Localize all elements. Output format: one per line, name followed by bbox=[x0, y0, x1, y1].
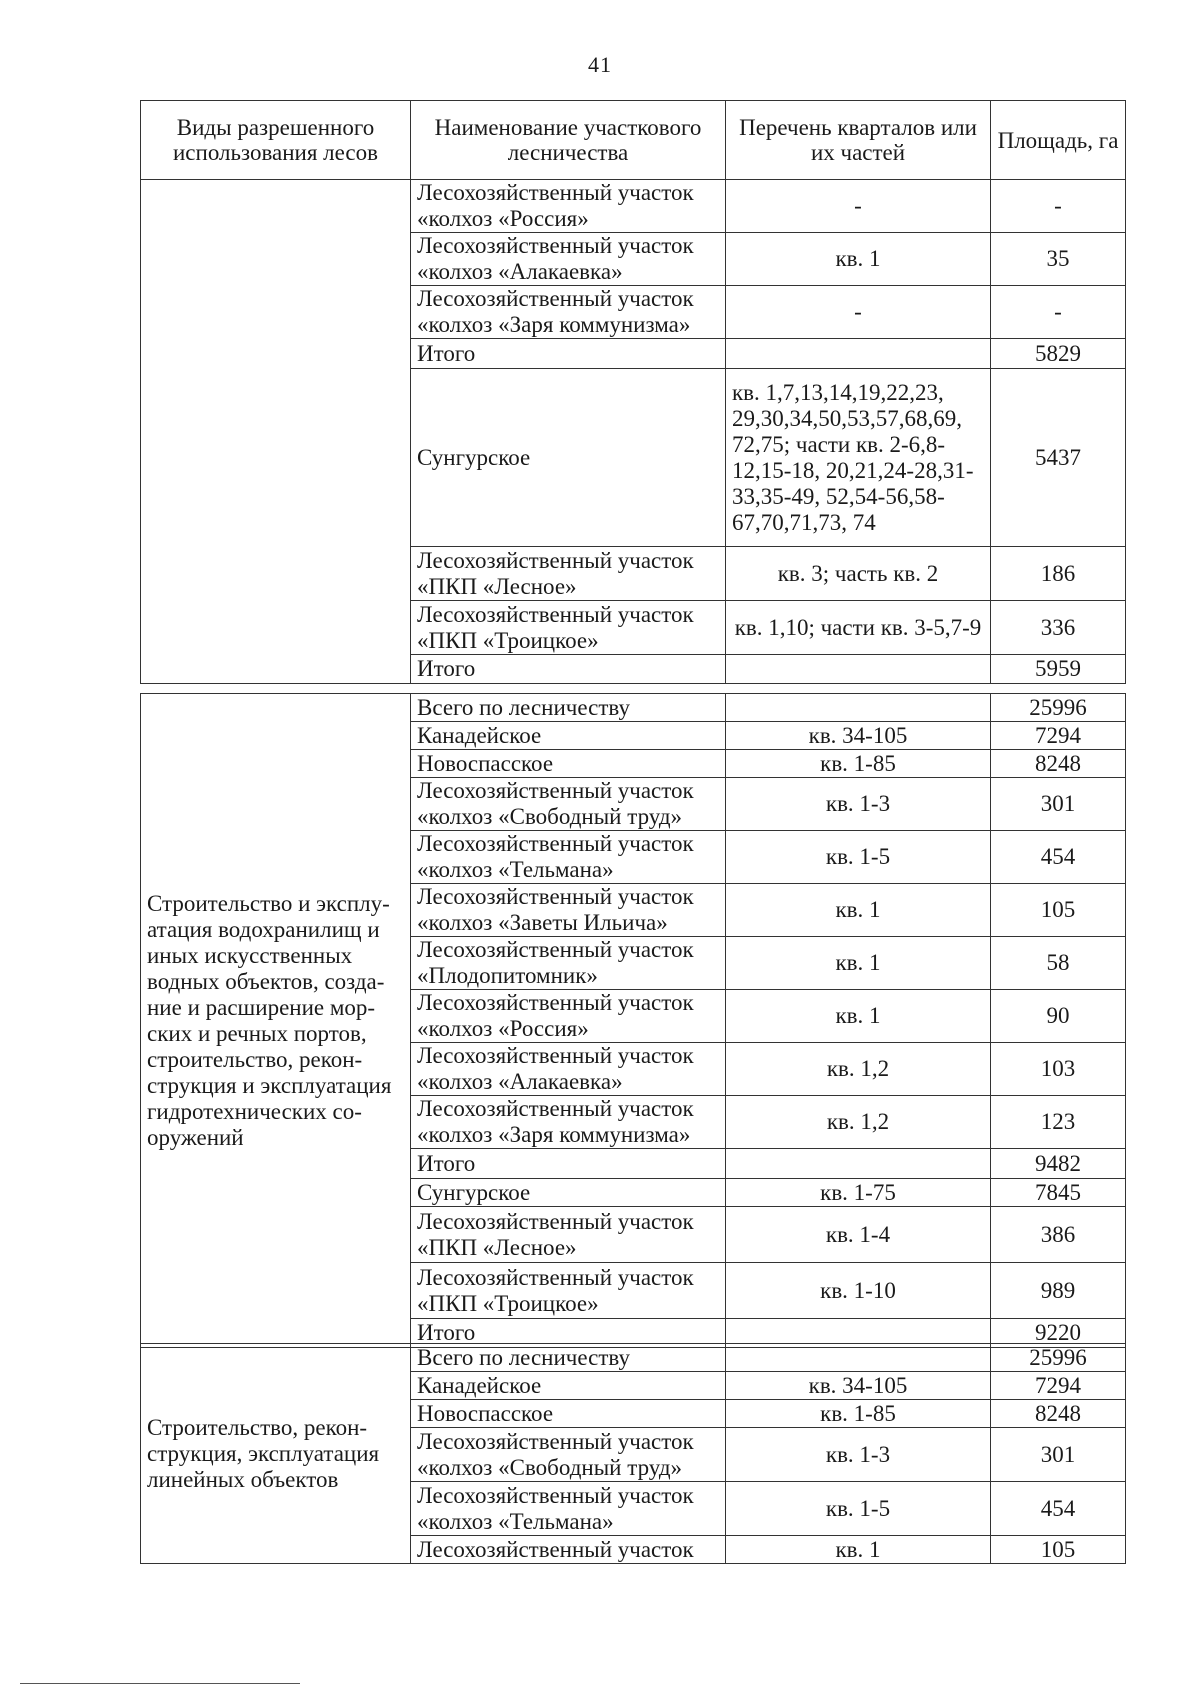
area-cell: 301 bbox=[991, 1428, 1126, 1482]
quarters-cell: кв. 1-85 bbox=[726, 1400, 991, 1428]
name-cell: Канадейское bbox=[411, 1372, 726, 1400]
name-cell: Итого bbox=[411, 1149, 726, 1179]
name-cell: Лесохозяйственный участок «ПКП «Троицкое» bbox=[411, 601, 726, 655]
quarters-cell: кв. 1-3 bbox=[726, 778, 991, 831]
quarters-cell: кв. 1-5 bbox=[726, 1482, 991, 1536]
header-area: Площадь, га bbox=[991, 101, 1126, 180]
area-cell: 186 bbox=[991, 547, 1126, 601]
footnote-rule bbox=[20, 1683, 300, 1684]
table-row bbox=[141, 180, 1126, 233]
name-cell: Новоспасское bbox=[411, 1400, 726, 1428]
use-cell: Строительство и эксплу-атация водохранилищ и иных искусственных водных объектов, созда-ние и расширение мор-ских и речных портов, строительство, рекон-струкция и эксплуатация гидротехнических со-оружений bbox=[141, 694, 411, 1348]
area-cell: 25996 bbox=[991, 1344, 1126, 1372]
quarters-cell: кв. 1,2 bbox=[726, 1096, 991, 1149]
name-cell: Всего по лесничеству bbox=[411, 694, 726, 722]
quarters-cell: кв. 34-105 bbox=[726, 1372, 991, 1400]
use-cell: Строительство, рекон-струкция, эксплуатация линейных объектов bbox=[141, 1344, 411, 1564]
area-cell: 5959 bbox=[991, 655, 1126, 684]
area-cell: 8248 bbox=[991, 1400, 1126, 1428]
name-cell: Итого bbox=[411, 655, 726, 684]
quarters-cell: кв. 1 bbox=[726, 1536, 991, 1564]
use-cell bbox=[141, 180, 411, 684]
quarters-cell bbox=[726, 655, 991, 684]
area-cell: 105 bbox=[991, 1536, 1126, 1564]
quarters-cell: кв. 1 bbox=[726, 937, 991, 990]
name-cell: Лесохозяйственный участок «Плодопитомник» bbox=[411, 937, 726, 990]
table-row bbox=[141, 694, 1126, 722]
area-cell: 454 bbox=[991, 831, 1126, 884]
area-cell: 58 bbox=[991, 937, 1126, 990]
area-cell: 386 bbox=[991, 1207, 1126, 1263]
area-cell: 123 bbox=[991, 1096, 1126, 1149]
name-cell: Итого bbox=[411, 1319, 726, 1348]
forest-use-table-continued bbox=[140, 693, 1126, 1348]
name-cell: Лесохозяйственный участок «колхоз «Алакаевка» bbox=[411, 233, 726, 286]
name-cell: Канадейское bbox=[411, 722, 726, 750]
quarters-cell: кв. 1-10 bbox=[726, 1263, 991, 1319]
area-cell: - bbox=[991, 180, 1126, 233]
area-cell: 7294 bbox=[991, 1372, 1126, 1400]
name-cell: Лесохозяйственный участок «колхоз «Тельмана» bbox=[411, 831, 726, 884]
area-cell: - bbox=[991, 286, 1126, 339]
page-number: 41 bbox=[588, 52, 612, 77]
quarters-cell bbox=[726, 1344, 991, 1372]
name-cell: Сунгурское bbox=[411, 1179, 726, 1207]
name-cell: Сунгурское bbox=[411, 369, 726, 547]
forest-use-table-linear bbox=[140, 1343, 1126, 1564]
quarters-cell: - bbox=[726, 286, 991, 339]
quarters-cell: кв. 1,10; части кв. 3-5,7-9 bbox=[726, 601, 991, 655]
header-name: Наименование участкового лесничества bbox=[411, 101, 726, 180]
quarters-cell: кв. 1 bbox=[726, 990, 991, 1043]
area-cell: 454 bbox=[991, 1482, 1126, 1536]
quarters-cell bbox=[726, 339, 991, 369]
name-cell: Лесохозяйственный участок «колхоз «Алакаевка» bbox=[411, 1043, 726, 1096]
name-cell: Всего по лесничеству bbox=[411, 1344, 726, 1372]
quarters-cell: кв. 1 bbox=[726, 233, 991, 286]
name-cell: Лесохозяйственный участок «колхоз «Заря коммунизма» bbox=[411, 286, 726, 339]
name-cell: Итого bbox=[411, 339, 726, 369]
name-cell: Лесохозяйственный участок «ПКП «Лесное» bbox=[411, 1207, 726, 1263]
forest-use-table bbox=[140, 100, 1126, 684]
quarters-cell: кв. 1,7,13,14,19,22,23, 29,30,34,50,53,57,68,69, 72,75; части кв. 2-6,8-12,15-18, 20,21,24-28,31-33,35-49, 52,54-56,58-67,70,71,73, 74 bbox=[726, 369, 991, 547]
quarters-cell: кв. 1-75 bbox=[726, 1179, 991, 1207]
quarters-cell bbox=[726, 1149, 991, 1179]
area-cell: 35 bbox=[991, 233, 1126, 286]
quarters-cell: кв. 34-105 bbox=[726, 722, 991, 750]
name-cell: Лесохозяйственный участок «колхоз «Свободный труд» bbox=[411, 1428, 726, 1482]
quarters-cell: кв. 1-85 bbox=[726, 750, 991, 778]
name-cell: Лесохозяйственный участок «колхоз «Заветы Ильича» bbox=[411, 884, 726, 937]
table-header-row bbox=[141, 101, 1126, 180]
area-cell: 105 bbox=[991, 884, 1126, 937]
area-cell: 9482 bbox=[991, 1149, 1126, 1179]
quarters-cell: кв. 1-3 bbox=[726, 1428, 991, 1482]
area-cell: 336 bbox=[991, 601, 1126, 655]
quarters-cell: кв. 1-4 bbox=[726, 1207, 991, 1263]
table-row bbox=[141, 1344, 1126, 1372]
area-cell: 8248 bbox=[991, 750, 1126, 778]
area-cell: 5437 bbox=[991, 369, 1126, 547]
name-cell: Лесохозяйственный участок «колхоз «Заря коммунизма» bbox=[411, 1096, 726, 1149]
quarters-cell: кв. 3; часть кв. 2 bbox=[726, 547, 991, 601]
area-cell: 301 bbox=[991, 778, 1126, 831]
header-quarters: Перечень кварталов или их частей bbox=[726, 101, 991, 180]
name-cell: Лесохозяйственный участок «колхоз «Свободный труд» bbox=[411, 778, 726, 831]
name-cell: Новоспасское bbox=[411, 750, 726, 778]
quarters-cell: кв. 1 bbox=[726, 884, 991, 937]
area-cell: 90 bbox=[991, 990, 1126, 1043]
quarters-cell bbox=[726, 694, 991, 722]
name-cell: Лесохозяйственный участок «колхоз «Россия» bbox=[411, 180, 726, 233]
area-cell: 5829 bbox=[991, 339, 1126, 369]
area-cell: 7294 bbox=[991, 722, 1126, 750]
quarters-cell: кв. 1-5 bbox=[726, 831, 991, 884]
name-cell: Лесохозяйственный участок bbox=[411, 1536, 726, 1564]
area-cell: 103 bbox=[991, 1043, 1126, 1096]
header-use: Виды разрешенного использования лесов bbox=[141, 101, 411, 180]
name-cell: Лесохозяйственный участок «колхоз «Россия» bbox=[411, 990, 726, 1043]
area-cell: 989 bbox=[991, 1263, 1126, 1319]
area-cell: 7845 bbox=[991, 1179, 1126, 1207]
area-cell: 25996 bbox=[991, 694, 1126, 722]
quarters-cell: кв. 1,2 bbox=[726, 1043, 991, 1096]
quarters-cell: - bbox=[726, 180, 991, 233]
name-cell: Лесохозяйственный участок «ПКП «Лесное» bbox=[411, 547, 726, 601]
area-cell: 9220 bbox=[991, 1319, 1126, 1348]
name-cell: Лесохозяйственный участок «колхоз «Тельмана» bbox=[411, 1482, 726, 1536]
name-cell: Лесохозяйственный участок «ПКП «Троицкое» bbox=[411, 1263, 726, 1319]
